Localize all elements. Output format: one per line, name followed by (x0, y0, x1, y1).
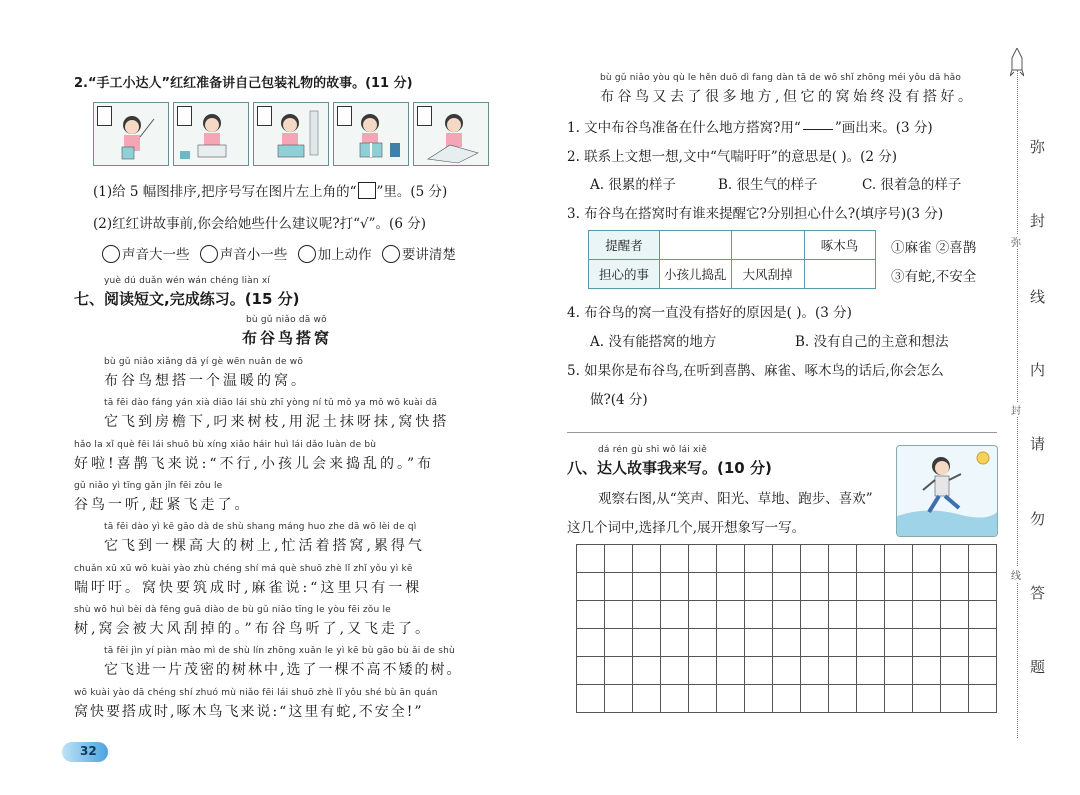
grid-cell[interactable] (969, 629, 997, 657)
grid-cell[interactable] (941, 601, 969, 629)
table-row (589, 231, 876, 260)
section8-text: 观察右图,从“笑声、阳光、草地、跑步、喜欢” (598, 491, 873, 507)
story-pinyin-line: shù wō huì bèi dà fēng guā diào de bù gǔ niǎo tīng le yòu fēi zǒu le (74, 605, 391, 615)
grid-cell[interactable] (913, 601, 941, 629)
circle-checkbox-icon[interactable] (102, 245, 120, 263)
margin-char: 内 (1030, 361, 1046, 379)
grid-cell[interactable] (941, 573, 969, 601)
table-header-cell: 提醒者 (589, 231, 660, 260)
table-cell: 大风刮掉 (731, 260, 804, 289)
binding-mark: 弥 (1011, 234, 1021, 249)
grid-cell[interactable] (969, 657, 997, 685)
grid-cell[interactable] (717, 601, 745, 629)
suggestion-option[interactable]: 要讲清楚 (382, 247, 456, 263)
grid-cell[interactable] (745, 601, 773, 629)
grid-cell[interactable] (941, 629, 969, 657)
section8-pinyin: dá rén gù shi wǒ lái xiě (598, 445, 707, 455)
story-text-line: 喘吁吁。窝快要筑成时,麻雀说:“这里只有一棵 (74, 580, 423, 596)
circle-checkbox-icon[interactable] (200, 245, 218, 263)
grid-cell[interactable] (801, 573, 829, 601)
grid-cell[interactable] (969, 545, 997, 573)
grid-cell[interactable] (745, 545, 773, 573)
grid-cell[interactable] (773, 657, 801, 685)
page-number: 32 (80, 744, 97, 758)
grid-cell[interactable] (605, 601, 633, 629)
answer-key: ①麻雀 ②喜鹊 (891, 240, 977, 256)
story-title-pinyin: bù gǔ niǎo dā wō (246, 315, 327, 325)
question-2-option[interactable]: B. 很生气的样子 (718, 177, 818, 193)
grid-cell[interactable] (885, 601, 913, 629)
answer-cell[interactable] (731, 231, 804, 260)
grid-cell[interactable] (717, 545, 745, 573)
grid-cell[interactable] (857, 629, 885, 657)
grid-cell[interactable] (801, 657, 829, 685)
question-1: 1. 文中布谷鸟准备在什么地方搭窝?用“ ”画出来。(3 分) (567, 120, 933, 136)
story-pinyin-line: tā fēi dào yì kē gāo dà de shù shang máng huo zhe dā wō lèi de qì (104, 522, 417, 532)
grid-cell[interactable] (745, 629, 773, 657)
circle-checkbox-icon[interactable] (382, 245, 400, 263)
grid-cell[interactable] (633, 601, 661, 629)
grid-cell[interactable] (773, 545, 801, 573)
section8-text: 这几个词中,选择几个,展开想象写一写。 (567, 520, 806, 536)
story-text-line: 布谷鸟想搭一个温暖的窝。 (104, 373, 308, 389)
suggestion-option[interactable]: 声音大一些 (102, 247, 190, 263)
grid-row (577, 629, 997, 657)
grid-cell[interactable] (633, 545, 661, 573)
grid-cell[interactable] (829, 685, 857, 713)
grid-cell[interactable] (857, 685, 885, 713)
story-text-line: 窝快要搭成时,啄木鸟飞来说:“这里有蛇,不安全!” (74, 704, 424, 720)
grid-cell[interactable] (689, 573, 717, 601)
grid-cell[interactable] (829, 601, 857, 629)
grid-cell[interactable] (577, 629, 605, 657)
grid-cell[interactable] (969, 601, 997, 629)
section7-title: 七、阅读短文,完成练习。(15 分) (74, 290, 300, 308)
grid-row (577, 601, 997, 629)
binding-mark: 线 (1011, 567, 1021, 582)
answer-cell[interactable] (660, 231, 732, 260)
running-boy-icon (897, 446, 997, 536)
question-2: 2. 联系上文想一想,文中“气喘吁吁”的意思是( )。(2 分) (567, 149, 898, 165)
grid-cell[interactable] (773, 629, 801, 657)
grid-cell[interactable] (773, 573, 801, 601)
story-pinyin-line: tā fēi dào fáng yán xià diāo lái shù zhī yòng ní tǔ mǒ ya mǒ wō kuài dā (104, 398, 438, 408)
story-text-line: 它飞进一片茂密的树林中,选了一棵不高不矮的树。 (104, 662, 463, 678)
grid-cell[interactable] (577, 657, 605, 685)
underline-symbol (803, 129, 833, 130)
grid-cell[interactable] (661, 573, 689, 601)
grid-cell[interactable] (829, 629, 857, 657)
grid-row (577, 657, 997, 685)
grid-cell[interactable] (605, 657, 633, 685)
grid-cell[interactable] (913, 545, 941, 573)
question-4-option[interactable]: A. 没有能搭窝的地方 (590, 334, 717, 350)
story-pinyin-line: bù gǔ niǎo xiǎng dā yí gè wēn nuǎn de wō (104, 357, 304, 367)
section8-title: 八、达人故事我来写。(10 分) (567, 459, 772, 477)
table-header-cell: 担心的事 (589, 260, 660, 289)
q2-sub1: (1)给 5 幅图排序,把序号写在图片左上角的“ ”里。(5 分) (93, 184, 448, 200)
grid-row (577, 685, 997, 713)
picture-panel (333, 102, 409, 166)
grid-cell[interactable] (885, 685, 913, 713)
grid-cell[interactable] (745, 573, 773, 601)
grid-cell[interactable] (577, 545, 605, 573)
section7-pinyin: yuè dú duǎn wén wán chéng liàn xí (104, 276, 271, 286)
picture-panel (413, 102, 489, 166)
question-2-option[interactable]: C. 很着急的样子 (862, 177, 962, 193)
story-text-line: 布谷鸟又去了很多地方,但它的窝始终没有搭好。 (600, 89, 976, 105)
running-boy-illustration (896, 445, 998, 537)
suggestion-option[interactable]: 加上动作 (298, 247, 372, 263)
grid-cell[interactable] (717, 657, 745, 685)
grid-cell[interactable] (689, 545, 717, 573)
story-pinyin-line: hǎo la xǐ què fēi lái shuō bù xíng xiǎo háir huì lái dǎo luàn de bù (74, 440, 377, 450)
grid-cell[interactable] (633, 657, 661, 685)
grid-cell[interactable] (605, 573, 633, 601)
suggestion-option[interactable]: 声音小一些 (200, 247, 288, 263)
story-text-line: 树,窝会被大风刮掉的。”布谷鸟听了,又飞走了。 (74, 621, 433, 637)
grid-cell[interactable] (717, 573, 745, 601)
grid-cell[interactable] (689, 601, 717, 629)
question-2-option[interactable]: A. 很累的样子 (590, 177, 676, 193)
grid-cell[interactable] (913, 685, 941, 713)
writing-grid[interactable] (576, 544, 997, 713)
grid-cell[interactable] (885, 545, 913, 573)
margin-char: 题 (1030, 658, 1046, 676)
order-box[interactable] (177, 106, 192, 126)
grid-cell[interactable] (605, 629, 633, 657)
order-box-symbol (358, 182, 376, 199)
divider (567, 432, 997, 433)
grid-cell[interactable] (801, 685, 829, 713)
story-pinyin-line: wō kuài yào dā chéng shí zhuó mù niǎo fēi lái shuō zhè lǐ yǒu shé bù ān quán (74, 688, 438, 698)
margin-char: 封 (1030, 212, 1046, 230)
grid-cell[interactable] (745, 685, 773, 713)
margin-char: 线 (1030, 288, 1046, 306)
order-box[interactable] (337, 106, 352, 126)
grid-cell[interactable] (857, 573, 885, 601)
grid-cell[interactable] (773, 601, 801, 629)
suggestion-options (102, 243, 456, 263)
grid-cell[interactable] (941, 685, 969, 713)
order-box[interactable] (417, 106, 432, 126)
grid-cell[interactable] (885, 573, 913, 601)
grid-cell[interactable] (969, 573, 997, 601)
story-text-line: 它飞到一棵高大的树上,忙活着搭窝,累得气 (104, 538, 425, 554)
answer-key: ③有蛇,不安全 (891, 269, 977, 285)
grid-cell[interactable] (857, 545, 885, 573)
grid-cell[interactable] (577, 601, 605, 629)
grid-cell[interactable] (941, 657, 969, 685)
page-number-badge (62, 742, 108, 762)
question-4: 4. 布谷鸟的窝一直没有搭好的原因是( )。(3 分) (567, 305, 852, 321)
grid-cell[interactable] (773, 685, 801, 713)
grid-cell[interactable] (857, 657, 885, 685)
grid-cell[interactable] (801, 545, 829, 573)
story-text-line: 它飞到房檐下,叼来树枝,用泥土抹呀抹,窝快搭 (104, 414, 450, 430)
binding-mark: 封 (1011, 402, 1021, 417)
grid-cell[interactable] (885, 657, 913, 685)
margin-char: 弥 (1030, 138, 1046, 156)
grid-cell[interactable] (857, 601, 885, 629)
grid-cell[interactable] (745, 657, 773, 685)
grid-cell[interactable] (577, 685, 605, 713)
q2-sub2: (2)红红讲故事前,你会给她些什么建议呢?打“√”。(6 分) (93, 216, 426, 232)
q2-title: 2.“手工小达人”红红准备讲自己包装礼物的故事。(11 分) (74, 76, 413, 91)
grid-cell[interactable] (633, 685, 661, 713)
story-pinyin-line: gǔ niǎo yì tīng gǎn jǐn fēi zǒu le (74, 481, 223, 491)
table-row (589, 260, 876, 289)
answer-table (588, 230, 876, 289)
story-pinyin-line: chuǎn xū xū wō kuài yào zhù chéng shí má què shuō zhè lǐ zhǐ yǒu yì kē (74, 564, 413, 574)
grid-cell[interactable] (661, 657, 689, 685)
grid-cell[interactable] (577, 573, 605, 601)
grid-cell[interactable] (829, 573, 857, 601)
grid-row (577, 573, 997, 601)
grid-cell[interactable] (605, 685, 633, 713)
grid-cell[interactable] (717, 629, 745, 657)
grid-cell[interactable] (969, 685, 997, 713)
question-5-cont: 做?(4 分) (590, 392, 648, 408)
story-text-line: 谷鸟一听,赶紧飞走了。 (74, 497, 252, 513)
table-cell: 小孩儿捣乱 (660, 260, 732, 289)
grid-cell[interactable] (913, 629, 941, 657)
margin-char: 答 (1030, 584, 1046, 602)
grid-cell[interactable] (633, 573, 661, 601)
grid-cell[interactable] (829, 657, 857, 685)
picture-panel (93, 102, 169, 166)
story-title: 布谷鸟搭窝 (242, 329, 333, 347)
grid-cell[interactable] (689, 657, 717, 685)
margin-char: 请 (1030, 435, 1046, 453)
table-cell: 啄木鸟 (804, 231, 875, 260)
order-box[interactable] (97, 106, 112, 126)
grid-cell[interactable] (829, 545, 857, 573)
grid-cell[interactable] (801, 601, 829, 629)
grid-cell[interactable] (913, 657, 941, 685)
circle-checkbox-icon[interactable] (298, 245, 316, 263)
order-box[interactable] (257, 106, 272, 126)
grid-cell[interactable] (885, 629, 913, 657)
grid-cell[interactable] (661, 601, 689, 629)
story-pinyin-line: tā fēi jìn yí piàn mào mì de shù lín zhōng xuǎn le yì kē bù gāo bù ǎi de shù (104, 646, 455, 656)
grid-cell[interactable] (913, 573, 941, 601)
grid-cell[interactable] (689, 629, 717, 657)
margin-char: 勿 (1030, 510, 1046, 528)
question-5: 5. 如果你是布谷鸟,在听到喜鹊、麻雀、啄木鸟的话后,你会怎么 (567, 363, 944, 379)
grid-cell[interactable] (661, 629, 689, 657)
grid-cell[interactable] (661, 685, 689, 713)
question-4-option[interactable]: B. 没有自己的主意和想法 (795, 334, 949, 350)
question-3: 3. 布谷鸟在搭窝时有谁来提醒它?分别担心什么?(填序号)(3 分) (567, 206, 944, 222)
grid-cell[interactable] (689, 685, 717, 713)
picture-panel (173, 102, 249, 166)
answer-cell[interactable] (804, 260, 875, 289)
story-text-line: 好啦!喜鹊飞来说:“不行,小孩儿会来捣乱的。”布 (74, 456, 435, 472)
grid-cell[interactable] (661, 545, 689, 573)
story-pinyin-line: bù gǔ niǎo yòu qù le hěn duō dì fang dàn tā de wō shǐ zhōng méi yǒu dā hǎo (600, 73, 962, 83)
picture-panel (253, 102, 329, 166)
grid-cell[interactable] (633, 629, 661, 657)
grid-cell[interactable] (717, 685, 745, 713)
grid-cell[interactable] (941, 545, 969, 573)
grid-cell[interactable] (605, 545, 633, 573)
grid-cell[interactable] (801, 629, 829, 657)
grid-row (577, 545, 997, 573)
